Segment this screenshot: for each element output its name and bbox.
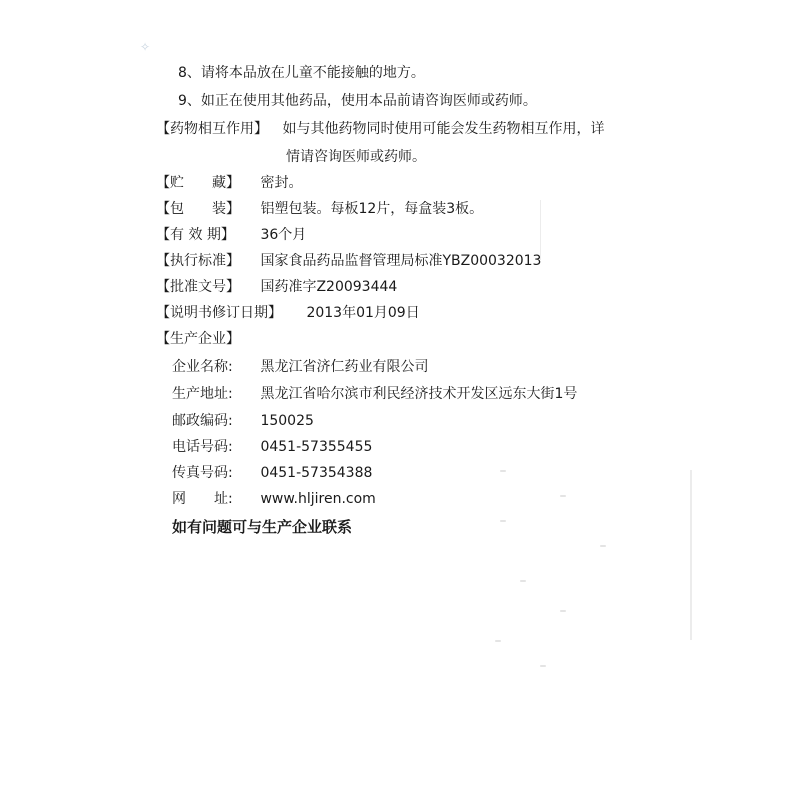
fax-row	[172, 464, 372, 482]
address-row	[172, 385, 577, 403]
standard-label: 【执行标准】	[156, 253, 240, 269]
phone-label: 电话号码:	[172, 439, 233, 455]
interactions-text-line1: 如与其他药物同时使用可能会发生药物相互作用，详	[282, 121, 605, 137]
phone-row	[172, 438, 372, 456]
company-name-row	[172, 358, 428, 376]
show-through-mark	[560, 495, 566, 497]
fax-value: 0451-57354388	[260, 465, 373, 481]
scan-mark-icon: ✧	[140, 40, 151, 54]
revision-value: 2013年01月09日	[306, 305, 420, 321]
validity-label: 【有 效 期】	[156, 227, 235, 243]
website-label: 网 址:	[172, 491, 233, 507]
website-row	[172, 490, 376, 508]
fax-label: 传真号码:	[172, 465, 233, 481]
address-label: 生产地址:	[172, 386, 233, 402]
show-through-line	[690, 470, 692, 640]
show-through-mark	[500, 470, 506, 472]
precaution-item: 8、请将本品放在儿童不能接触的地方。	[178, 65, 425, 81]
precaution-item: 9、如正在使用其他药品，使用本品前请咨询医师或药师。	[178, 93, 537, 109]
company-name-label: 企业名称:	[172, 359, 233, 375]
revision-label: 【说明书修订日期】	[156, 305, 282, 321]
show-through-line	[540, 200, 541, 260]
postcode-label: 邮政编码:	[172, 413, 233, 429]
phone-value: 0451-57355455	[260, 439, 373, 455]
show-through-mark	[560, 610, 566, 612]
packaging-row	[156, 200, 483, 218]
validity-row	[156, 226, 306, 244]
approval-value: 国药准字Z20093444	[260, 279, 398, 295]
manufacturer-label: 【生产企业】	[156, 331, 240, 347]
packaging-label: 【包 装】	[156, 201, 240, 217]
show-through-mark	[600, 545, 606, 547]
interactions-label: 【药物相互作用】	[156, 121, 268, 137]
standard-value: 国家食品药品监督管理局标准YBZ00032013	[260, 253, 542, 269]
website-value: www.hljiren.com	[260, 491, 376, 507]
storage-label: 【贮 藏】	[156, 175, 240, 191]
postcode-value: 150025	[260, 413, 314, 429]
show-through-mark	[495, 640, 501, 642]
approval-label: 【批准文号】	[156, 279, 240, 295]
interactions-text-line2: 情请咨询医师或药师。	[286, 149, 426, 165]
storage-row	[156, 174, 302, 192]
contact-note: 如有问题可与生产企业联系	[172, 518, 353, 536]
packaging-value: 铝塑包装。每板12片，每盒装3板。	[260, 201, 484, 217]
interactions-row	[156, 120, 604, 138]
storage-value: 密封。	[260, 175, 303, 191]
postcode-row	[172, 412, 314, 430]
company-name-value: 黑龙江省济仁药业有限公司	[260, 359, 429, 375]
standard-row	[156, 252, 541, 270]
address-value: 黑龙江省哈尔滨市利民经济技术开发区远东大街1号	[260, 386, 578, 402]
validity-value: 36个月	[260, 227, 307, 243]
revision-row	[156, 304, 420, 322]
show-through-mark	[520, 580, 526, 582]
show-through-mark	[500, 520, 506, 522]
show-through-mark	[540, 665, 546, 667]
approval-row	[156, 278, 397, 296]
